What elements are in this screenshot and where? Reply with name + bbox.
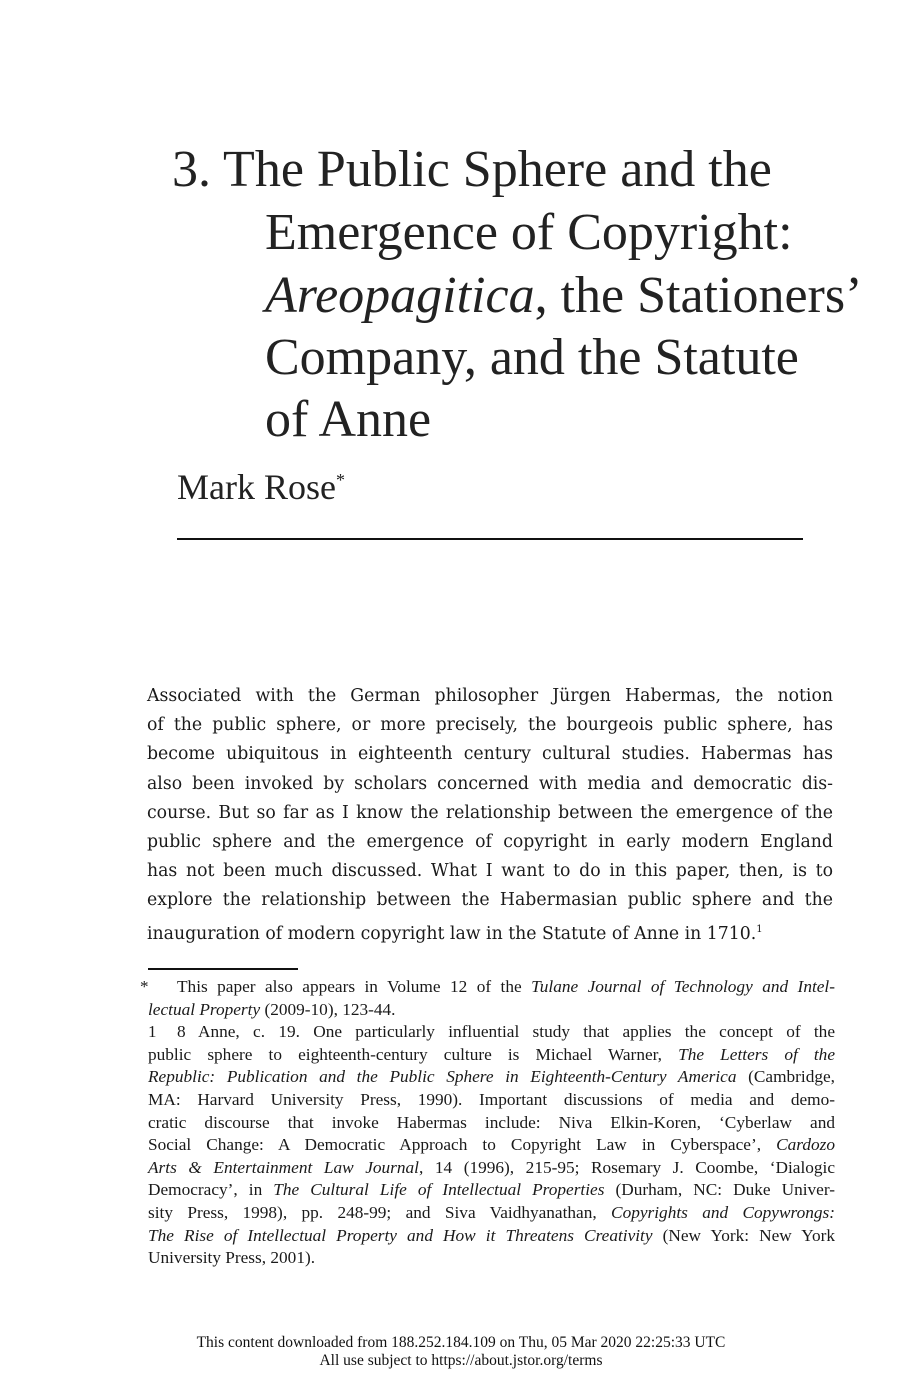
text-segment: MA: Harvard University Press, 1990). Important discussions of media and demo-: [148, 1090, 835, 1109]
body-line: [147, 890, 833, 910]
text-segment: (2009-10), 123-44.: [260, 999, 396, 1019]
italic-text: The Cultural Life of Intellectual Properties: [273, 1180, 605, 1200]
text-segment: Emergence of Copyright:: [265, 204, 793, 261]
download-notice: This content downloaded from 188.252.184.109 on Thu, 05 Mar 2020 22:25:33 UTC: [196, 1334, 726, 1351]
body-line-text: course. But so far as I know the relationship between the emergence of the: [147, 802, 833, 823]
body-line-text: become ubiquitous in eighteenth century cultural studies. Habermas has: [147, 744, 833, 765]
footnote-line: [148, 1000, 835, 1020]
italic-text: Republic: Publication and the Public Sphere in Eighteenth-Century America: [148, 1067, 737, 1087]
text-segment: (New York: New York: [652, 1225, 835, 1245]
footnote-line: [148, 1158, 835, 1178]
body-line: [147, 861, 833, 881]
body-line-text: Associated with the German philosopher Jürgen Habermas, the notion: [147, 686, 833, 706]
italic-text: The Rise of Intellectual Property and How it Threatens Creativity: [148, 1225, 653, 1245]
italic-text: Tulane Journal of Technology and Intel-: [531, 977, 835, 996]
text-segment: University Press, 2001).: [148, 1248, 316, 1268]
body-line: [147, 744, 833, 764]
text-segment: public sphere to eighteenth-century culture is Michael Warner,: [148, 1044, 679, 1064]
text-segment: sity Press, 1998), pp. 248-99; and Siva Vaidhyanathan,: [148, 1203, 612, 1222]
text-segment: Social Change: A Democratic Approach to Copyright Law in Cyberspace’,: [148, 1135, 777, 1155]
body-line-text: has not been much discussed. What I want to do in this paper, then, is to: [147, 861, 833, 882]
body-line-text: also been invoked by scholars concerned with media and democratic dis-: [147, 773, 833, 794]
footnote-line: [148, 1045, 835, 1065]
text-segment: (Cambridge,: [736, 1067, 835, 1087]
footnote-line: [177, 977, 835, 997]
footnote-rule: [148, 968, 298, 970]
title-line: [265, 391, 432, 448]
italic-text: lectual Property: [148, 999, 261, 1019]
footnote-line: [177, 1022, 835, 1042]
footnote-line: [148, 1180, 835, 1200]
body-line: [147, 715, 833, 735]
author-footnote-mark: *: [335, 470, 345, 490]
text-segment: 3. The Public Sphere and the: [172, 141, 772, 198]
body-line: [147, 774, 833, 794]
text-segment: This paper also appears in Volume 12 of the: [177, 977, 532, 996]
text-segment: cratic discourse that invoke Habermas include: Niva Elkin-Koren, ‘Cyberlaw and: [148, 1112, 835, 1132]
title-rule: [177, 538, 803, 540]
footnote-line: [148, 1203, 835, 1223]
text-segment: , the Stationers’: [534, 267, 863, 324]
text-segment: Democracy’, in: [148, 1180, 274, 1200]
italic-text: The Letters of the: [678, 1044, 835, 1064]
footnote-mark: *: [140, 977, 149, 996]
italic-text: Areopagitica: [265, 267, 535, 324]
text-segment: of Anne: [265, 391, 432, 448]
footnote-line: [148, 1113, 835, 1133]
italic-text: Copyrights and Copywrongs:: [611, 1203, 835, 1222]
author-name: [177, 466, 345, 508]
text-segment: , 14 (1996), 215-95; Rosemary J. Coombe, ‘Dialogic: [418, 1157, 836, 1177]
text-segment: (Durham, NC: Duke Univer-: [604, 1180, 836, 1200]
body-line: [147, 803, 833, 823]
text-segment: 8 Anne, c. 19. One particularly influential study that applies the concept of the: [177, 1022, 835, 1042]
body-line: [147, 920, 833, 944]
title-line: [265, 267, 863, 324]
italic-text: Arts & Entertainment Law Journal: [148, 1157, 419, 1177]
footnote-line: [148, 1226, 835, 1246]
footnote-line: [148, 1067, 835, 1087]
title-line: [172, 141, 772, 198]
text-segment: Company, and the Statute: [265, 329, 799, 386]
author-text: Mark Rose: [177, 467, 336, 507]
footnote-reference[interactable]: 1: [756, 923, 763, 935]
footnote-line: [148, 1090, 835, 1110]
body-line: [147, 832, 833, 852]
body-line-text: public sphere and the emergence of copyright in early modern England: [147, 832, 833, 852]
body-line-text: explore the relationship between the Habermasian public sphere and the: [147, 890, 833, 911]
title-line: [265, 329, 799, 386]
footnote-mark: 1: [148, 1022, 157, 1042]
terms-notice: All use subject to https://about.jstor.org/terms: [319, 1352, 603, 1369]
footnote-line: [148, 1135, 835, 1155]
title-line: [265, 204, 793, 261]
footnote-line: [148, 1248, 835, 1268]
body-line-text: inauguration of modern copyright law in the Statute of Anne in 1710.: [147, 923, 757, 944]
body-line-text: of the public sphere, or more precisely, the bourgeois public sphere, has: [147, 715, 833, 736]
italic-text: Cardozo: [776, 1135, 835, 1155]
body-line: [147, 686, 833, 706]
